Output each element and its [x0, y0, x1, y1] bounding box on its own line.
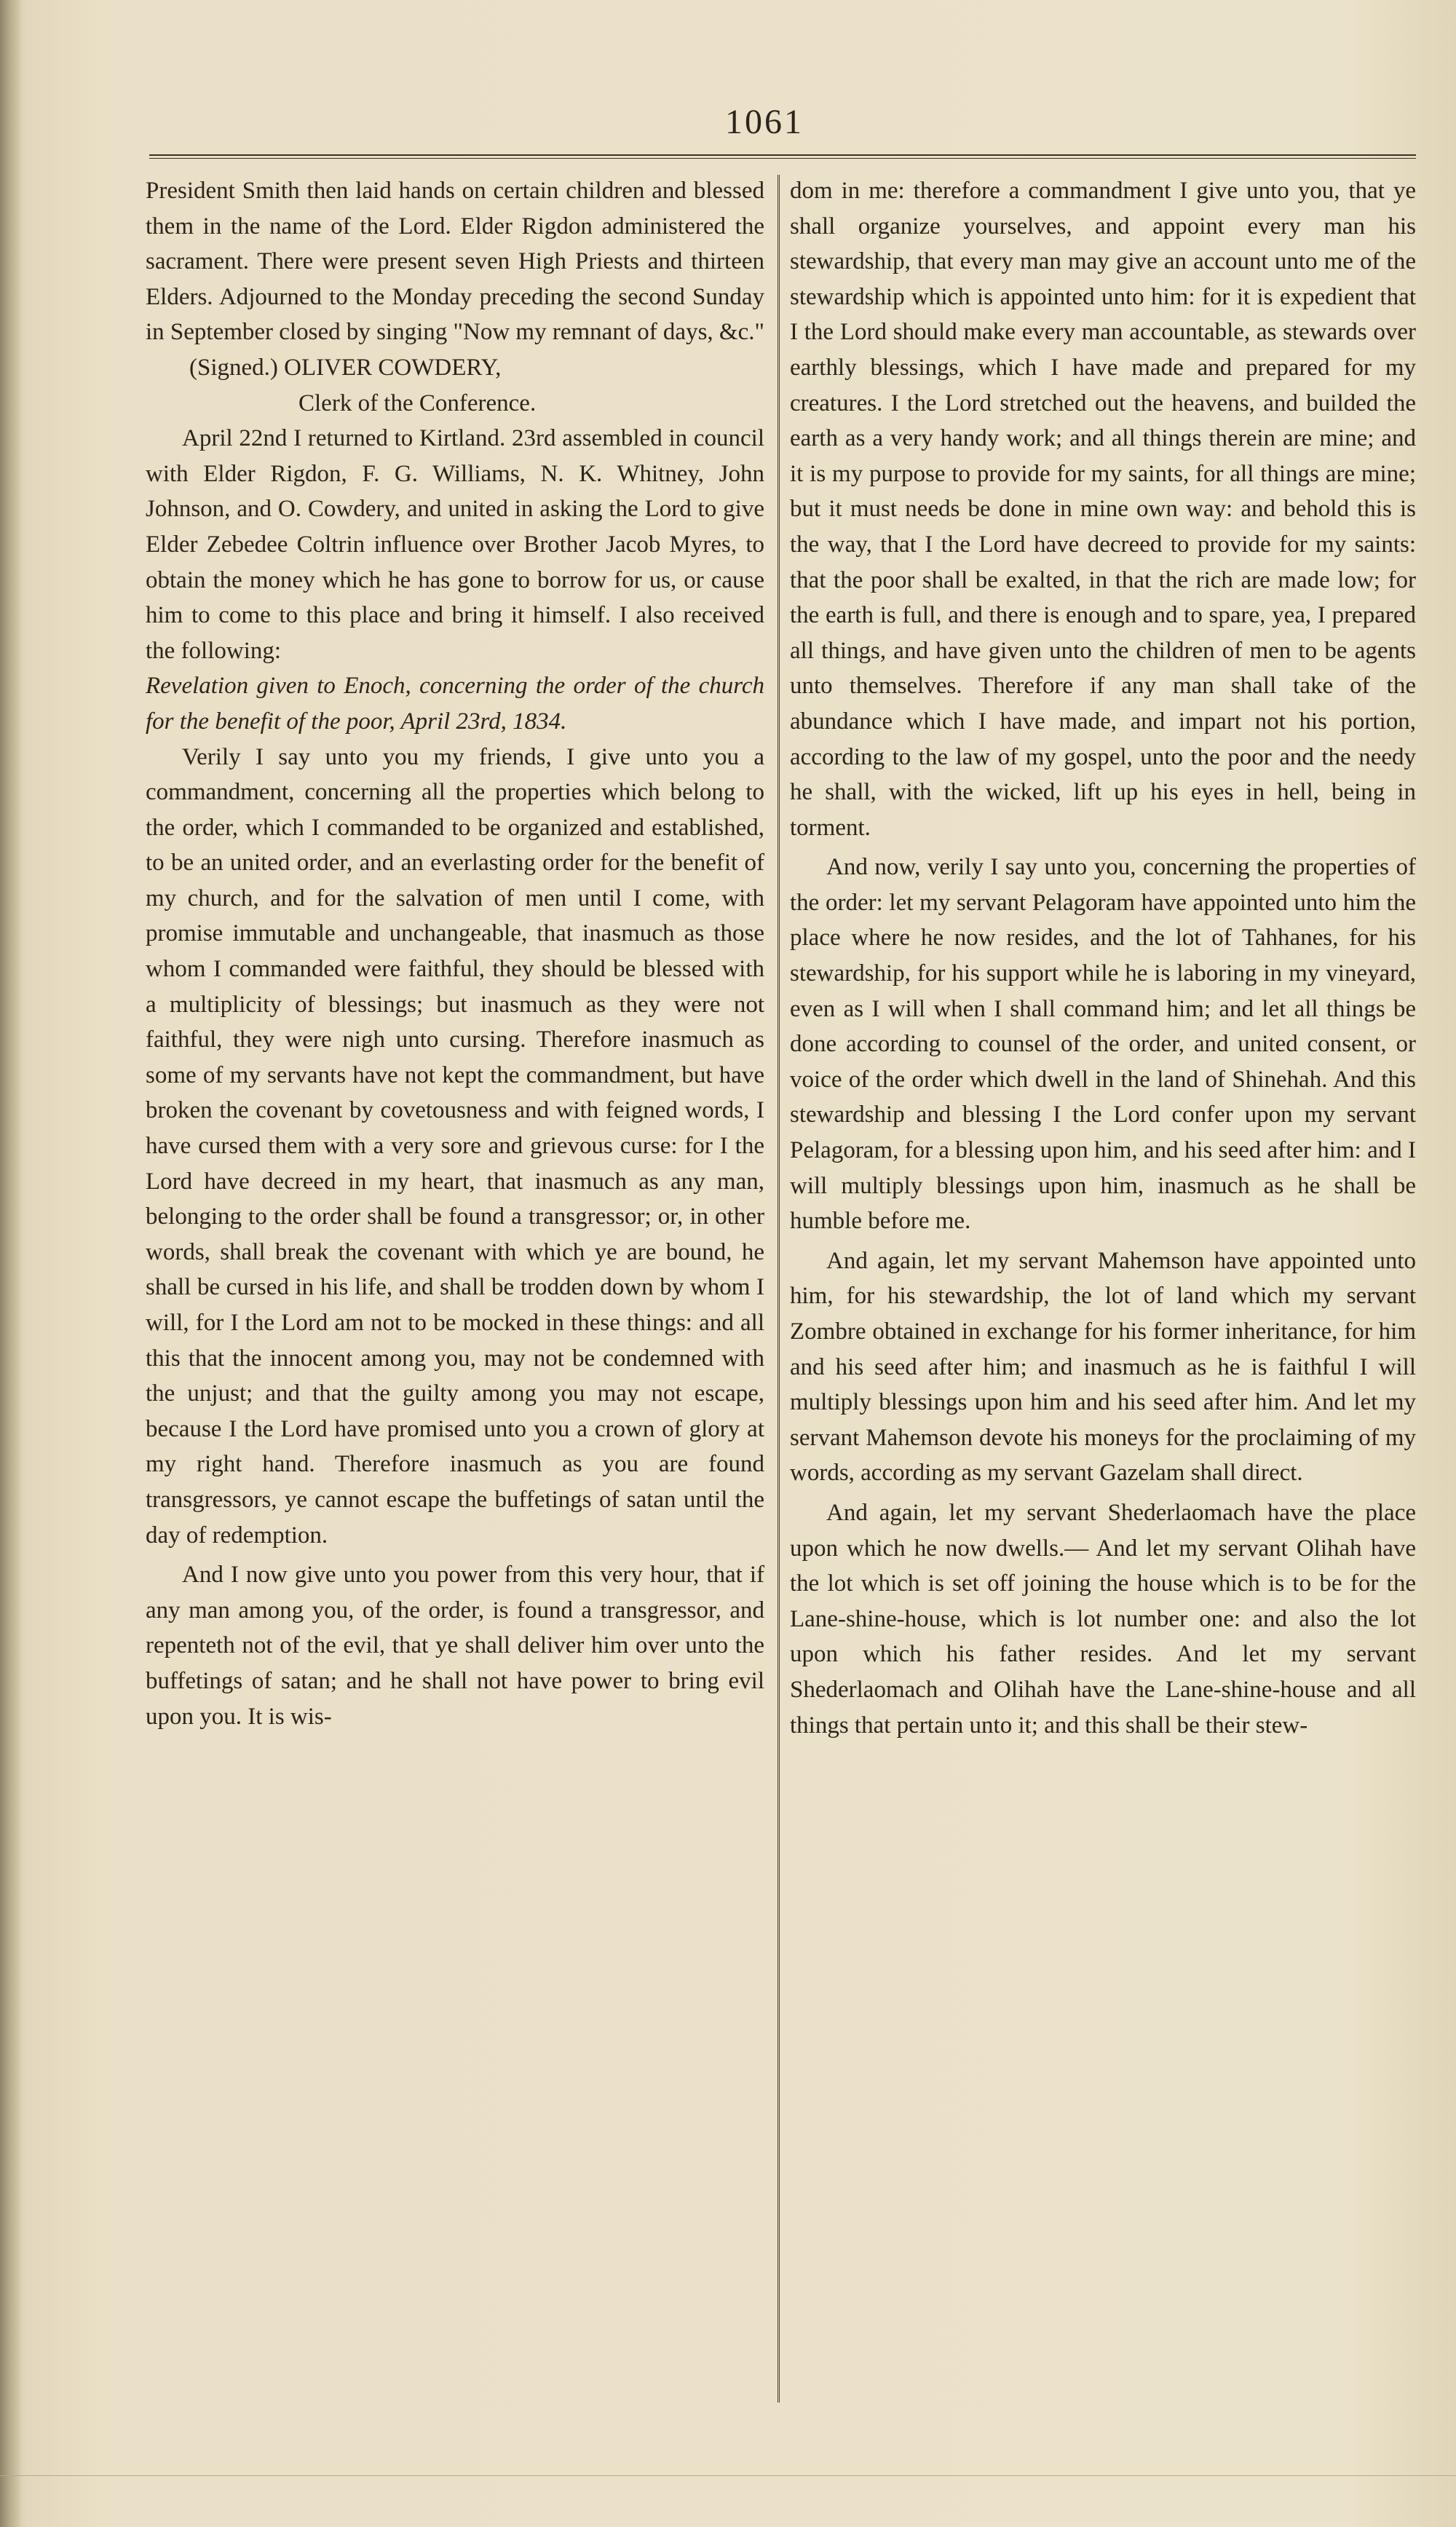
binding-edge: [0, 0, 22, 2527]
journal-paragraph: April 22nd I returned to Kirtland. 23rd assembled in council with Elder Rigdon, F. G. Williams, N. K. Whitney, John Johnson, and O. Cowdery, and united in asking the Lord to give Elder Zebedee Coltrin influence over Brother Jacob Myres, to obtain the money which he has gone to borrow for us, or cause him to come to this place and bring it himself. I also received the following:: [146, 425, 764, 664]
column-divider: [778, 175, 780, 2403]
revelation-paragraph: And again, let my servant Shederlaomach have the place upon which he now dwells.— And let my servant Olihah have the lot which is set off joining the house which is to be for the Lane-shine-house, which is lot number one: and also the lot upon which his father resides. And let my servant Shederlaomach and Olihah have the Lane-shine-house and all things that pertain unto it; and this shall be their stew-: [790, 1499, 1416, 1739]
revelation-heading: Revelation given to Enoch, concerning the order of the church for the benefit of the poor, April 23rd, 1834.: [146, 673, 764, 735]
left-column: [146, 173, 764, 2401]
header-rule: [149, 154, 1416, 159]
right-column: [790, 173, 1416, 2401]
revelation-paragraph: Verily I say unto you my friends, I give unto you a commandment, concerning all the properties which belong to the order, which I commanded to be organized and established, to be an united order, and an everlasting order for the benefit of my church, and for the salvation of men until I come, with promise immutable and unchangeable, that inasmuch as those whom I commanded were faithful, they should be blessed with a multiplicity of blessings; but inasmuch as they were not faithful, they were nigh unto cursing. Therefore inasmuch as some of my servants have not kept the commandment, but have broken the covenant by covetousness and with feigned words, I have cursed them with a very sore and grievous curse: for I the Lord have decreed in my heart, that inasmuch as any man, belonging to the order shall be found a transgressor; or, in other words, shall break the covenant with which ye are bound, he shall be cursed in his life, and shall be trodden down by whom I will, for I the Lord am not to be mocked in these things: and all this that the innocent among you, may not be condemned with the unjust; and that the guilty among you may not escape, because I the Lord have promised unto you a crown of glory at my right hand. Therefore inasmuch as you are found transgressors, ye cannot escape the buffetings of satan until the day of redemption.: [146, 743, 764, 1549]
signature-line: (Signed.) OLIVER COWDERY,: [189, 354, 502, 381]
page-bottom-edge: [0, 2475, 1456, 2479]
revelation-paragraph: And I now give unto you power from this very hour, that if any man among you, of the order, is found a transgressor, and repenteth not of the evil, that ye shall deliver him over unto the buffetings of satan; and he shall not have power to bring evil upon you. It is wis-: [146, 1562, 764, 1730]
revelation-paragraph: And now, verily I say unto you, concerning the properties of the order: let my servant Pelagoram have appointed unto him the place where he now resides, and the lot of Tahhanes, for his stewardship, for his support while he is laboring in my vineyard, even as I will when I shall command him; and let all things be done according to counsel of the order, and united consent, or voice of the order which dwell in the land of Shinehah. And this stewardship and blessing I the Lord confer upon my servant Pelagoram, for a blessing upon him, and his seed after him: and I will multiply blessings upon him, inasmuch as he shall be humble before me.: [790, 854, 1416, 1235]
page-number: 1061: [725, 103, 804, 141]
clerk-line: Clerk of the Conference.: [298, 389, 537, 416]
revelation-paragraph: And again, let my servant Mahemson have appointed unto him, for his stewardship, the lot of land which my servant Zombre obtained in exchange for his former inheritance, for him and his seed after him; and inasmuch as he is faithful I will multiply blessings upon him and his seed after him. And let my servant Mahemson devote his moneys for the proclaiming of my words, according as my servant Gazelam shall direct.: [790, 1247, 1416, 1487]
conference-minutes-paragraph: President Smith then laid hands on certain children and blessed them in the name of the Lord. Elder Rigdon administered the sacrament. There were present seven High Priests and thirteen Elders. Adjourned to the Monday preceding the second Sunday in September closed by singing "Now my remnant of days, &c.": [146, 178, 764, 346]
revelation-paragraph: dom in me: therefore a commandment I give unto you, that ye shall organize yourselves, and appoint every man his stewardship, that every man may give an account unto me of the stewardship which is appointed unto him: for it is expedient that I the Lord should make every man accountable, as stewards over earthly blessings, which I have made and prepared for my creatures. I the Lord stretched out the heavens, and builded the earth as a very handy work; and all things therein are mine; and it is my purpose to provide for my saints, for all things are mine; but it must needs be done in mine own way: and behold this is the way, that I the Lord have decreed to provide for my saints: that the poor shall be exalted, in that the rich are made low; for the earth is full, and there is enough and to spare, yea, I prepared all things, and have given unto the children of men to be agents unto themselves. Therefore if any man shall take of the abundance which I have made, and impart not his portion, according to the law of my gospel, unto the poor and the needy he shall, with the wicked, lift up his eyes in hell, being in torment.: [790, 178, 1416, 841]
